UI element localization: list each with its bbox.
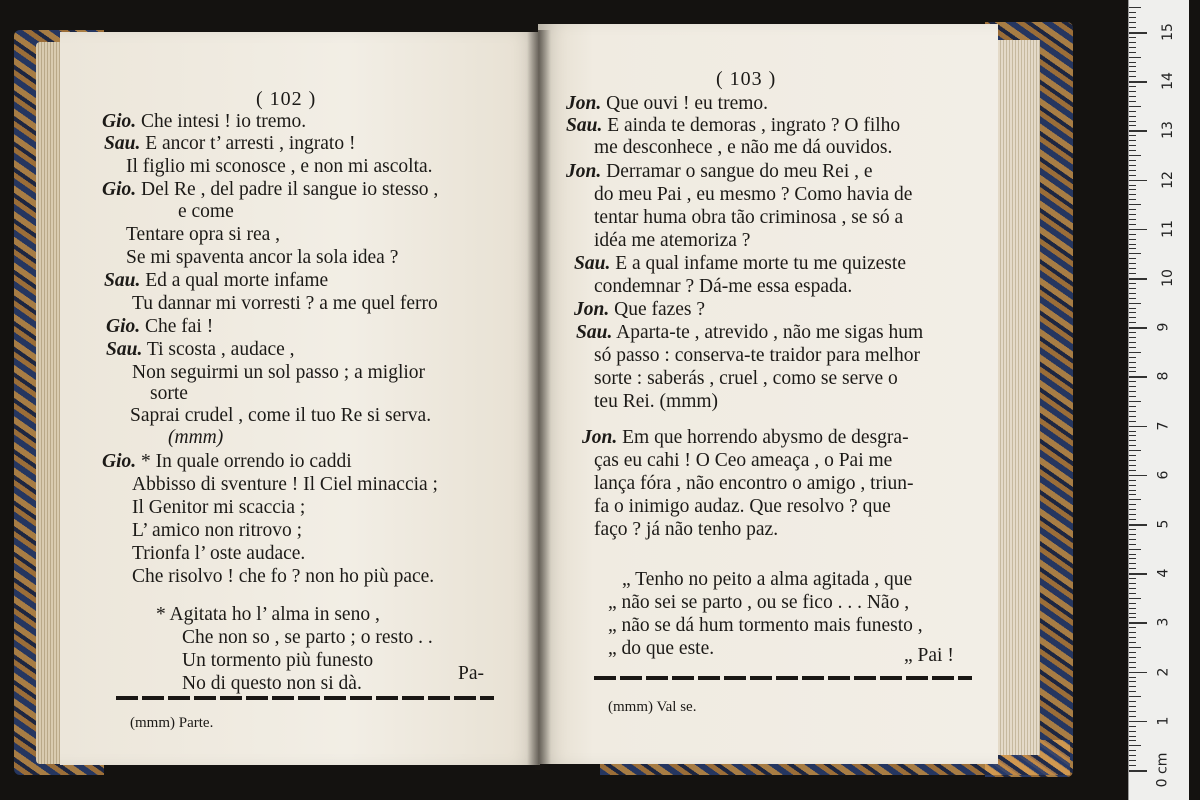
ruler-tick xyxy=(1129,613,1136,614)
text-line: Tentare opra si rea , xyxy=(126,224,281,245)
ruler-tick xyxy=(1129,352,1141,353)
verse-line: „ não se dá hum tormento mais funesto , xyxy=(608,615,923,636)
text-line: Saprai crudel , come il tuo Re si serva. xyxy=(130,405,432,426)
text-line: Il figlio mi sconosce , e non mi ascolta. xyxy=(126,156,433,177)
text-line: Sau. Ti scosta , audace , xyxy=(106,339,295,360)
text-line: Jon. Derramar o sangue do meu Rei , e xyxy=(566,161,873,182)
ruler-tick xyxy=(1129,637,1136,638)
text-line: Jon. Em que horrendo abysmo de desgra- xyxy=(582,427,909,448)
text-line: sorte : saberás , cruel , como se serve o xyxy=(594,368,898,389)
ruler-tick xyxy=(1129,460,1136,461)
aria-line: Che non so , se parto ; o resto . . xyxy=(182,627,433,648)
ruler-tick xyxy=(1129,327,1147,329)
ruler-tick xyxy=(1129,519,1136,520)
ruler-tick xyxy=(1129,332,1136,333)
ruler-tick xyxy=(1129,593,1136,594)
text-line: Il Genitor mi scaccia ; xyxy=(132,497,306,518)
text-line: Se mi spaventa ancor la sola idea ? xyxy=(126,247,399,268)
ruler-tick xyxy=(1129,588,1136,589)
ruler-tick xyxy=(1129,617,1136,618)
ruler-tick xyxy=(1129,721,1147,723)
ruler-tick xyxy=(1129,312,1136,313)
ruler-tick xyxy=(1129,740,1136,741)
ruler-tick xyxy=(1129,106,1141,107)
text-line: Sau. E a qual infame morte tu me quizeste xyxy=(574,253,906,274)
ruler-tick xyxy=(1129,701,1136,702)
text-line: Sau. E ainda te demoras , ingrato ? O filho xyxy=(566,115,901,136)
ruler-tick xyxy=(1129,381,1136,382)
text-line: tentar huma obra tão criminosa , se só a xyxy=(594,207,904,228)
ruler-tick xyxy=(1129,716,1136,717)
text-line: Gio. Che intesi ! io tremo. xyxy=(102,111,307,132)
ruler-tick xyxy=(1129,465,1136,466)
ruler-tick xyxy=(1129,116,1136,117)
book-gutter xyxy=(527,30,551,770)
ruler-tick xyxy=(1129,411,1136,412)
ruler-tick xyxy=(1129,770,1147,772)
ruler-tick xyxy=(1129,22,1136,23)
ruler-tick xyxy=(1129,371,1136,372)
ruler-tick xyxy=(1129,121,1136,122)
ruler-tick xyxy=(1129,17,1136,18)
ruler-tick xyxy=(1129,27,1136,28)
ruler-label: 10 xyxy=(1159,269,1176,287)
text-line: Sau. Ed a qual morte infame xyxy=(104,270,329,291)
ruler-tick xyxy=(1129,691,1136,692)
ruler-tick xyxy=(1129,490,1136,491)
ruler-tick xyxy=(1129,180,1147,182)
ruler-tick xyxy=(1129,726,1136,727)
ruler-tick xyxy=(1129,52,1136,53)
text-line: ças eu cahi ! O Ceo ameaça , o Pai me xyxy=(594,450,893,471)
ruler-tick xyxy=(1129,273,1136,274)
ruler-tick xyxy=(1129,406,1136,407)
measurement-ruler xyxy=(1128,0,1189,800)
ruler-tick xyxy=(1129,135,1136,136)
ruler-tick xyxy=(1129,258,1136,259)
text-line: e come xyxy=(178,201,234,222)
ruler-tick xyxy=(1129,750,1136,751)
ruler-tick xyxy=(1129,71,1136,72)
ruler-label: 8 xyxy=(1155,371,1172,381)
ruler-tick xyxy=(1129,268,1136,269)
ruler-tick xyxy=(1129,234,1136,235)
aria-line: * Agitata ho l’ alma in seno , xyxy=(156,604,380,625)
text-line: Jon. Que fazes ? xyxy=(574,299,706,320)
ruler-tick xyxy=(1129,37,1136,38)
text-line: Abbisso di sventure ! Il Ciel minaccia ; xyxy=(132,474,438,495)
ruler-label: 7 xyxy=(1155,421,1172,431)
ruler-tick xyxy=(1129,534,1136,535)
ruler-tick xyxy=(1129,229,1147,231)
ruler-tick xyxy=(1129,298,1136,299)
ruler-tick xyxy=(1129,322,1136,323)
ruler-tick xyxy=(1129,96,1136,97)
ruler-tick xyxy=(1129,214,1136,215)
ruler-tick xyxy=(1129,642,1136,643)
ruler-tick xyxy=(1129,524,1147,526)
ruler-tick xyxy=(1129,706,1136,707)
ruler-tick xyxy=(1129,199,1136,200)
ruler-tick xyxy=(1129,57,1141,58)
ruler-tick xyxy=(1129,672,1147,674)
ruler-tick xyxy=(1129,367,1136,368)
ruler-tick xyxy=(1129,760,1136,761)
ruler-tick xyxy=(1129,558,1136,559)
left-page xyxy=(60,32,540,765)
ruler-tick xyxy=(1129,342,1136,343)
text-line: Gio. * In quale orrendo io caddi xyxy=(102,451,352,472)
text-line: Che risolvo ! che fo ? non ho più pace. xyxy=(132,566,435,587)
text-line: Non seguirmi un sol passo ; a miglior xyxy=(132,362,426,383)
text-line: Jon. Que ouvi ! eu tremo. xyxy=(566,93,769,114)
ruler-label: 0 cm xyxy=(1154,752,1171,788)
text-line: Gio. Del Re , del padre il sangue io stesso , xyxy=(102,179,439,200)
ruler-tick xyxy=(1129,421,1136,422)
ruler-tick xyxy=(1129,470,1136,471)
ruler-label: 2 xyxy=(1155,667,1172,677)
ruler-tick xyxy=(1129,239,1136,240)
ruler-tick xyxy=(1129,170,1136,171)
footnote: (mmm) Parte. xyxy=(130,715,214,731)
page-number-right: ( 103 ) xyxy=(716,68,777,90)
text-line: Sau. E ancor t’ arresti , ingrato ! xyxy=(104,133,356,154)
ruler-tick xyxy=(1129,765,1136,766)
ruler-tick xyxy=(1129,563,1136,564)
ruler-tick xyxy=(1129,475,1147,477)
ruler-tick xyxy=(1129,66,1136,67)
ruler-tick xyxy=(1129,12,1136,13)
ruler-tick xyxy=(1129,185,1136,186)
ruler-tick xyxy=(1129,549,1141,550)
ruler-tick xyxy=(1129,686,1136,687)
ruler-label: 15 xyxy=(1159,23,1176,41)
ruler-tick xyxy=(1129,150,1136,151)
ruler-label: 4 xyxy=(1155,568,1172,578)
ruler-tick xyxy=(1129,76,1136,77)
ruler-tick xyxy=(1129,731,1136,732)
ruler-tick xyxy=(1129,357,1136,358)
ruler-tick xyxy=(1129,32,1147,34)
ruler-tick xyxy=(1129,652,1136,653)
ruler-tick xyxy=(1129,711,1136,712)
ruler-tick xyxy=(1129,386,1136,387)
ruler-tick xyxy=(1129,155,1141,156)
ruler-tick xyxy=(1129,224,1136,225)
ruler-label: 13 xyxy=(1159,121,1176,140)
ruler-tick xyxy=(1129,248,1136,249)
ruler-tick xyxy=(1129,391,1136,392)
ruler-tick xyxy=(1129,647,1141,648)
ruler-tick xyxy=(1129,81,1147,83)
verse-line: „ Tenho no peito a alma agitada , que xyxy=(622,569,913,590)
ruler-tick xyxy=(1129,529,1136,530)
footnote: (mmm) Val se. xyxy=(608,699,697,715)
ruler-tick xyxy=(1129,568,1136,569)
ruler-tick xyxy=(1129,745,1141,746)
ruler-tick xyxy=(1129,544,1136,545)
ruler-tick xyxy=(1129,7,1141,8)
text-line: fa o inimigo audaz. Que resolvo ? que xyxy=(594,496,891,517)
ruler-tick xyxy=(1129,608,1136,609)
ruler-tick xyxy=(1129,578,1136,579)
ruler-tick xyxy=(1129,140,1136,141)
ruler-label: 3 xyxy=(1155,617,1172,627)
ruler-tick xyxy=(1129,204,1141,205)
ruler-tick xyxy=(1129,416,1136,417)
ruler-label: 6 xyxy=(1155,470,1172,480)
ruler-tick xyxy=(1129,583,1136,584)
ruler-tick xyxy=(1129,175,1136,176)
stage-direction: (mmm) xyxy=(168,427,224,448)
ruler-tick xyxy=(1129,440,1136,441)
ruler-tick xyxy=(1129,514,1136,515)
ruler-tick xyxy=(1129,426,1147,428)
text-line: Tu dannar mi vorresti ? a me quel ferro xyxy=(132,293,438,314)
ruler-tick xyxy=(1129,125,1136,126)
ruler-tick xyxy=(1129,337,1136,338)
ruler-tick xyxy=(1129,145,1136,146)
footnote-rule xyxy=(116,696,494,700)
ruler-tick xyxy=(1129,194,1136,195)
text-line: idéa me atemoriza ? xyxy=(594,230,751,251)
ruler-tick xyxy=(1129,278,1147,280)
ruler-tick xyxy=(1129,401,1141,402)
right-page xyxy=(538,24,998,764)
ruler-label: 14 xyxy=(1159,72,1176,91)
ruler-tick xyxy=(1129,662,1136,663)
ruler-tick xyxy=(1129,681,1136,682)
ruler-tick xyxy=(1129,445,1136,446)
ruler-tick xyxy=(1129,283,1136,284)
ruler-tick xyxy=(1129,667,1136,668)
ruler-label: 9 xyxy=(1155,322,1172,332)
ruler-tick xyxy=(1129,62,1136,63)
ruler-tick xyxy=(1129,288,1136,289)
text-line: Trionfa l’ oste audace. xyxy=(132,543,306,564)
ruler-tick xyxy=(1129,499,1141,500)
text-line: Sau. Aparta-te , atrevido , não me sigas hum xyxy=(576,322,924,343)
ruler-tick xyxy=(1129,165,1136,166)
text-line: L’ amico non ritrovo ; xyxy=(132,520,303,541)
ruler-tick xyxy=(1129,189,1136,190)
text-line: faço ? já não tenho paz. xyxy=(594,519,779,540)
aria-line: Un tormento più funesto xyxy=(182,650,374,671)
ruler-tick xyxy=(1129,219,1136,220)
ruler-tick xyxy=(1129,47,1136,48)
ruler-tick xyxy=(1129,657,1136,658)
verse-line: „ não sei se parto , ou se fico . . . Não , xyxy=(608,592,910,613)
ruler-tick xyxy=(1129,627,1136,628)
ruler-tick xyxy=(1129,101,1136,102)
ruler-tick xyxy=(1129,509,1136,510)
ruler-tick xyxy=(1129,111,1136,112)
ruler-tick xyxy=(1129,42,1136,43)
aria-line: No di questo non si dà. xyxy=(182,673,362,694)
ruler-tick xyxy=(1129,308,1136,309)
catchword: „ Pai ! xyxy=(904,645,954,666)
ruler-label: 11 xyxy=(1159,219,1176,238)
ruler-tick xyxy=(1129,431,1136,432)
ruler-tick xyxy=(1129,696,1141,697)
ruler-tick xyxy=(1129,435,1136,436)
ruler-tick xyxy=(1129,677,1136,678)
ruler-tick xyxy=(1129,455,1136,456)
ruler-tick xyxy=(1129,362,1136,363)
ruler-tick xyxy=(1129,91,1136,92)
ruler-tick xyxy=(1129,293,1136,294)
ruler-tick xyxy=(1129,209,1136,210)
footnote-rule xyxy=(594,676,972,680)
text-line: lança fóra , não encontro o amigo , triun- xyxy=(594,473,914,494)
ruler-tick xyxy=(1129,317,1136,318)
ruler-tick xyxy=(1129,603,1136,604)
text-line: teu Rei. (mmm) xyxy=(594,391,719,412)
ruler-tick xyxy=(1129,480,1136,481)
ruler-tick xyxy=(1129,539,1136,540)
right-page-edges xyxy=(995,40,1040,755)
ruler-tick xyxy=(1129,485,1136,486)
ruler-tick xyxy=(1129,494,1136,495)
ruler-tick xyxy=(1129,573,1147,575)
ruler-tick xyxy=(1129,396,1136,397)
text-line: só passo : conserva-te traidor para melhor xyxy=(594,345,920,366)
ruler-label: 1 xyxy=(1155,716,1172,726)
ruler-tick xyxy=(1129,504,1136,505)
ruler-tick xyxy=(1129,160,1136,161)
ruler-tick xyxy=(1129,303,1141,304)
ruler-tick xyxy=(1129,376,1147,378)
text-line: me desconhece , e não me dá ouvidos. xyxy=(594,137,893,158)
text-line: sorte xyxy=(150,383,188,404)
ruler-label: 12 xyxy=(1159,170,1176,189)
text-line: condemnar ? Dá-me essa espada. xyxy=(594,276,853,297)
ruler-tick xyxy=(1129,263,1136,264)
verse-line: „ do que este. xyxy=(608,638,715,659)
ruler-tick xyxy=(1129,622,1147,624)
ruler-tick xyxy=(1129,253,1141,254)
ruler-tick xyxy=(1129,450,1141,451)
ruler-tick xyxy=(1129,736,1136,737)
ruler-tick xyxy=(1129,755,1136,756)
text-line: Gio. Che fai ! xyxy=(106,316,214,337)
ruler-tick xyxy=(1129,244,1136,245)
ruler-label: 5 xyxy=(1155,519,1172,529)
ruler-tick xyxy=(1129,632,1136,633)
ruler-tick xyxy=(1129,598,1141,599)
ruler-tick xyxy=(1129,347,1136,348)
page-number-left: ( 102 ) xyxy=(256,88,317,110)
catchword: Pa- xyxy=(458,663,484,684)
ruler-tick xyxy=(1129,86,1136,87)
ruler-tick xyxy=(1129,554,1136,555)
ruler-tick xyxy=(1129,130,1147,132)
text-line: do meu Pai , eu mesmo ? Como havia de xyxy=(594,184,913,205)
